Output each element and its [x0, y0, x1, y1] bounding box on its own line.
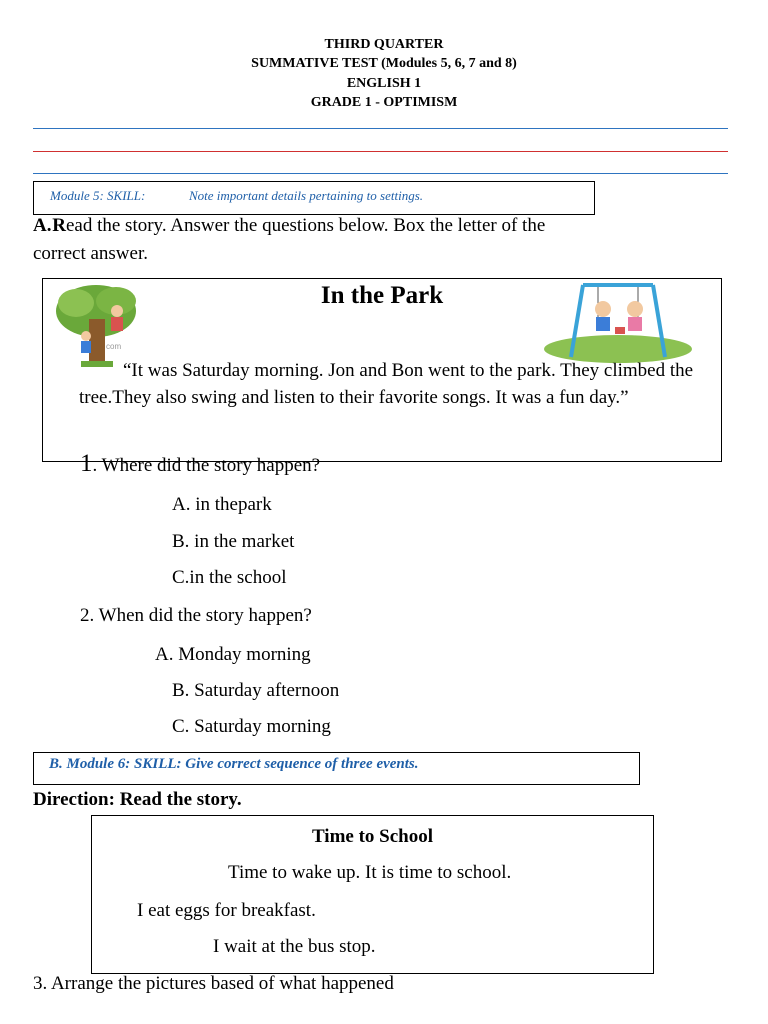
question-3: 3. Arrange the pictures based of what happened — [33, 973, 394, 994]
question-1 — [80, 452, 320, 478]
module5-skill-label: Module 5: SKILL: — [50, 188, 146, 203]
instruction-bold-r: R — [52, 215, 66, 236]
answer-line-red — [33, 151, 728, 152]
question-2: 2. When did the story happen? — [80, 605, 312, 626]
swing-illustration — [543, 279, 693, 363]
q1-option-b[interactable]: B. in the market — [172, 531, 295, 552]
story1-text: “It was Saturday morning. Jon and Bon went to the park. They climbed the tree.They also swing and listen to their favorite songs. It was a fun day.” — [79, 360, 694, 408]
question-1-number: 1 — [80, 450, 93, 477]
header-line-1: THIRD QUARTER — [324, 37, 444, 52]
story-time-to-school-box — [91, 815, 654, 974]
header-line-2: SUMMATIVE TEST (Modules 5, 6, 7 and 8) — [251, 56, 517, 71]
instruction-a-line2: correct answer. — [33, 243, 148, 264]
q2-option-b[interactable]: B. Saturday afternoon — [172, 680, 340, 701]
header-line-4: GRADE 1 - OPTIMISM — [310, 95, 458, 110]
story2-line-1: Time to wake up. It is time to school. — [228, 862, 512, 883]
direction-text: Direction: Read the story. — [33, 789, 242, 810]
story2-title: Time to School — [311, 826, 434, 847]
q1-option-c[interactable]: C.in the school — [172, 567, 287, 588]
module5-skill-box — [33, 181, 595, 215]
q1-option-a[interactable]: A. in thepark — [172, 494, 272, 515]
module6-skill-box — [33, 752, 640, 785]
module5-skill-desc: Note important details pertaining to settings. — [189, 188, 423, 203]
answer-line-blue-2 — [33, 173, 728, 174]
module6-skill-text: B. Module 6: SKILL: Give correct sequence of three events. — [49, 756, 419, 772]
answer-line-blue-1 — [33, 128, 728, 129]
tree-watermark: com — [106, 342, 122, 351]
instruction-letter: A. — [33, 215, 52, 236]
instruction-a — [33, 214, 545, 238]
story2-line-3: I wait at the bus stop. — [213, 936, 376, 957]
story-in-the-park-box — [42, 278, 722, 462]
instruction-rest: ead the story. Answer the questions below. Box the letter of the — [65, 215, 546, 236]
story2-line-2: I eat eggs for breakfast. — [137, 900, 316, 921]
q2-option-c[interactable]: C. Saturday morning — [172, 716, 331, 737]
story1-title: In the Park — [320, 282, 444, 309]
q2-option-a[interactable]: A. Monday morning — [155, 644, 311, 665]
header-line-3: ENGLISH 1 — [346, 76, 422, 91]
question-1-text: . Where did the story happen? — [92, 455, 321, 476]
